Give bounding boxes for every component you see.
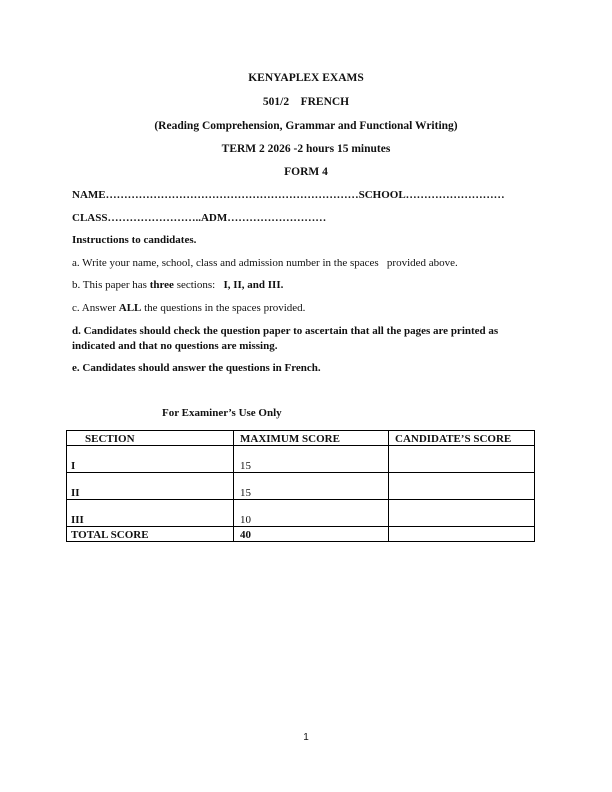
paper-code: 501/2 FRENCH — [262, 96, 350, 108]
section-cell: II — [67, 473, 234, 500]
table-row — [67, 500, 535, 527]
total-candidate-score[interactable] — [389, 527, 535, 542]
section-cell: I — [67, 446, 234, 473]
instruction-a: a. Write your name, school, class and admission number in the spaces provided above. — [72, 257, 458, 269]
name-school-line: NAME……………………………………………………………SCHOOL……………………… — [72, 189, 505, 201]
form-level: FORM 4 — [284, 166, 328, 178]
examiner-score-table — [66, 430, 535, 542]
header-max-score: MAXIMUM SCORE — [234, 431, 389, 446]
candidate-score-cell[interactable] — [389, 473, 535, 500]
instruction-c-all: ALL — [118, 302, 142, 314]
header-section: SECTION — [67, 431, 234, 446]
table-header-row — [67, 431, 535, 446]
header-candidate-score: CANDIDATE’S SCORE — [389, 431, 535, 446]
table-row — [67, 446, 535, 473]
instruction-c-post: the questions in the spaces provided. — [141, 302, 306, 314]
instruction-c-pre: c. Answer — [72, 302, 119, 314]
section-cell: III — [67, 500, 234, 527]
total-label: TOTAL SCORE — [67, 527, 234, 542]
instruction-b-three: three — [149, 279, 174, 291]
instruction-e: e. Candidates should answer the questions in French. — [72, 362, 321, 374]
examiner-caption: For Examiner’s Use Only — [162, 407, 282, 419]
class-adm-line: CLASS……………………..ADM……………………… — [72, 212, 327, 224]
candidate-score-cell[interactable] — [389, 500, 535, 527]
term-duration: TERM 2 2026 -2 hours 15 minutes — [221, 143, 391, 155]
instruction-b-sections: I, II, and III. — [223, 279, 284, 291]
instruction-c — [72, 302, 305, 314]
instructions-title: Instructions to candidates. — [72, 234, 197, 246]
instruction-b-text: b. This paper has — [72, 279, 150, 291]
instruction-b-mid: sections: — [173, 279, 224, 291]
table-row — [67, 473, 535, 500]
total-max-score: 40 — [234, 527, 389, 542]
max-score-cell: 15 — [234, 446, 389, 473]
candidate-score-cell[interactable] — [389, 446, 535, 473]
max-score-cell: 15 — [234, 473, 389, 500]
max-score-cell: 10 — [234, 500, 389, 527]
paper-subtitle: (Reading Comprehension, Grammar and Functional Writing) — [154, 120, 458, 132]
instruction-d: d. Candidates should check the question paper to ascertain that all the pages are printed as indicated and that no questions are missing. — [72, 325, 499, 352]
instruction-b — [72, 279, 283, 291]
page-number: 1 — [303, 732, 309, 743]
exam-org: KENYAPLEX EXAMS — [248, 72, 364, 84]
total-row — [67, 527, 535, 542]
